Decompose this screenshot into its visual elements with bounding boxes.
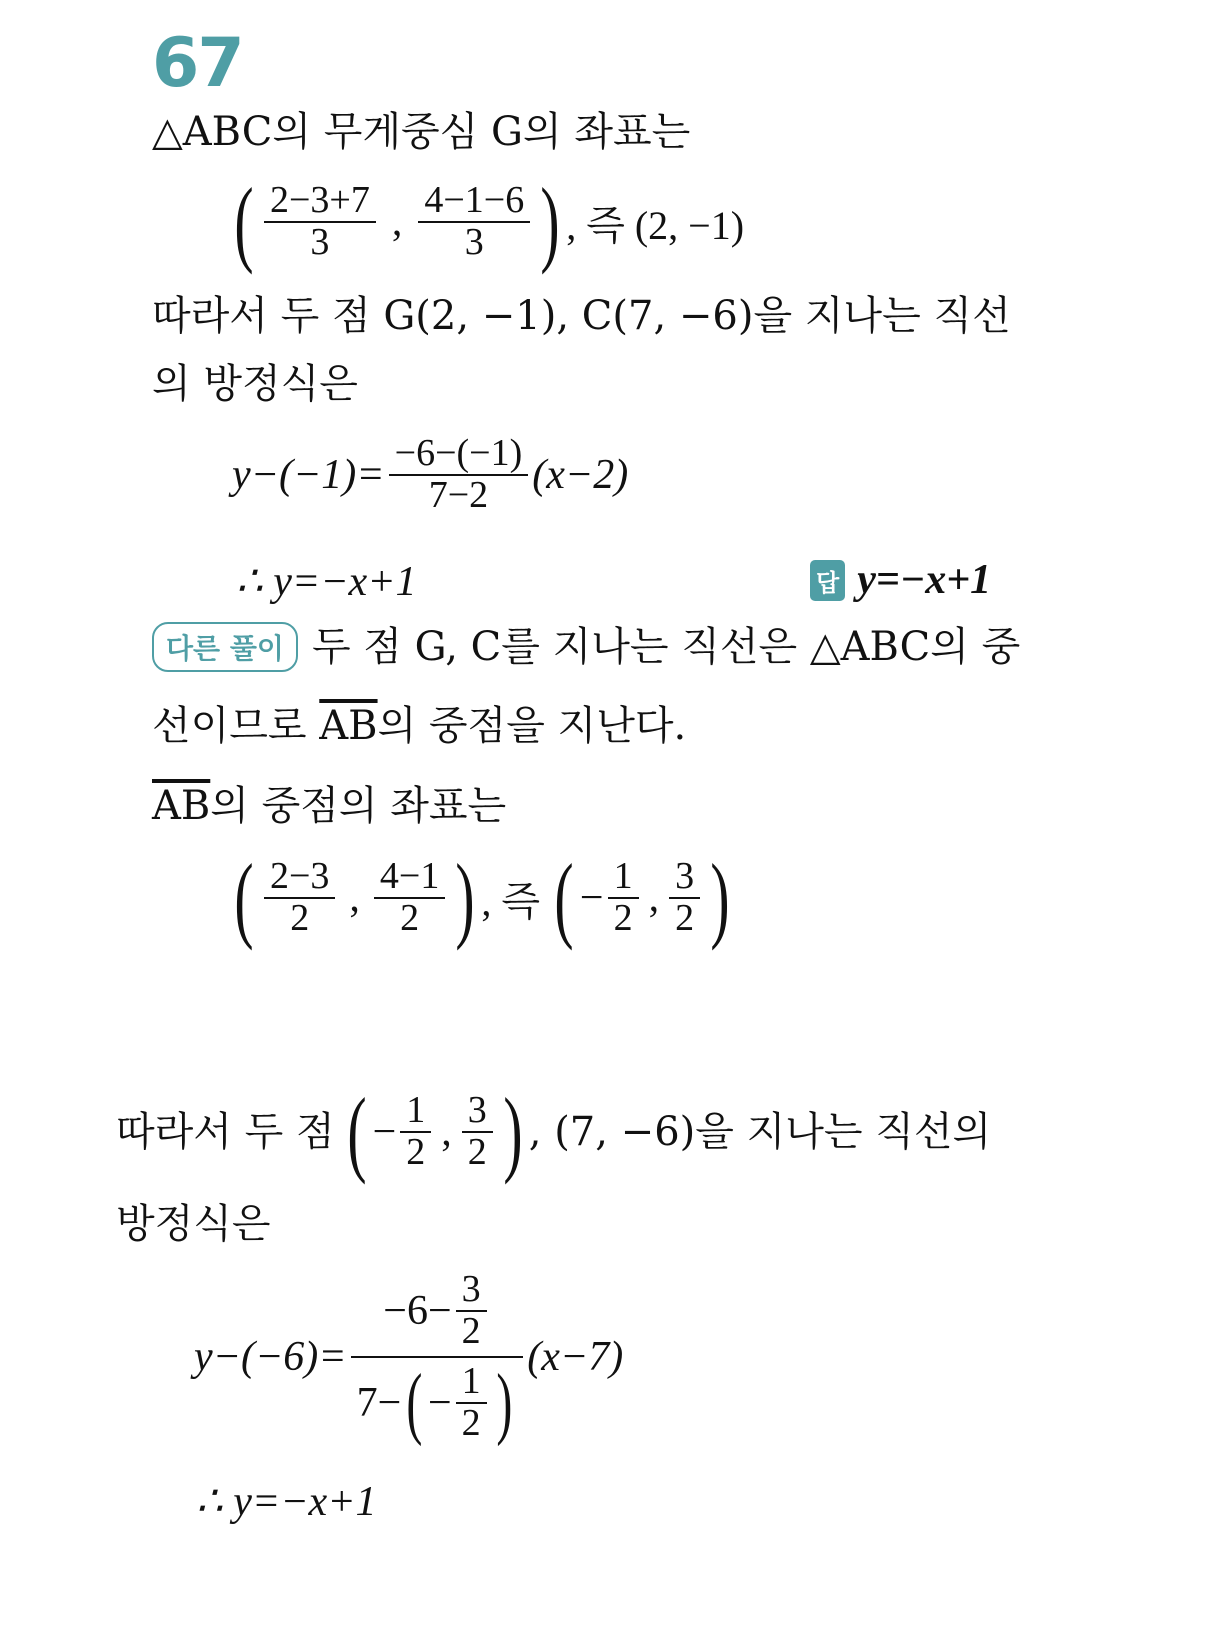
fraction-bar <box>351 1356 524 1358</box>
line-equation-1 <box>232 434 628 516</box>
text-line-1: △ABC의 무게중심 G의 좌표는 <box>152 109 691 155</box>
numerator: 2−3 <box>269 855 330 898</box>
alt-solution-line-3 <box>152 783 507 829</box>
centroid-result: , 즉 (2, −1) <box>566 202 745 248</box>
comma: , <box>349 875 360 921</box>
text-line-3: 의 방정식은 <box>152 361 358 407</box>
compound-fraction <box>351 1268 524 1447</box>
fraction <box>669 857 700 939</box>
text-line-4 <box>116 1078 992 1185</box>
fraction <box>374 857 445 939</box>
denominator: 2 <box>675 897 695 939</box>
right-paren: ) <box>540 168 560 275</box>
numerator: 1 <box>406 1089 426 1132</box>
denominator: 2 <box>613 897 633 939</box>
alt-text-1: 두 점 G, C를 지나는 직선은 △ABC의 중 <box>311 624 1021 670</box>
rhs: (x−2) <box>532 451 629 498</box>
answer-badge: 답 <box>810 560 845 601</box>
rhs: (x−7) <box>527 1333 624 1380</box>
right-paren: ) <box>503 1078 523 1185</box>
numerator-part: −6− <box>383 1287 452 1334</box>
alt-text-2b: 의 중점을 지난다. <box>377 703 687 749</box>
numerator: 3 <box>461 1268 481 1310</box>
segment-ab: $\overline{AB}$ <box>319 703 378 749</box>
problem-number: 67 <box>152 24 243 103</box>
right-paren: ) <box>455 844 475 951</box>
centroid-equation <box>228 170 744 274</box>
right-paren: ) <box>495 1358 512 1447</box>
lhs: y−(−6)= <box>194 1333 347 1380</box>
segment-ab: $\overline{AB}$ <box>152 783 211 829</box>
numerator: 3 <box>675 855 695 898</box>
lhs: y−(−1)= <box>232 451 385 498</box>
numerator: 4−1 <box>379 855 440 898</box>
answer-box <box>810 556 991 604</box>
denominator-part: 7− <box>356 1379 402 1426</box>
right-paren: ) <box>710 844 730 951</box>
denominator: 2 <box>467 1131 487 1173</box>
denominator: 3 <box>310 221 330 263</box>
numerator: 1 <box>461 1359 481 1402</box>
denominator: 2 <box>400 897 420 939</box>
alt-text-2a: 선이므로 <box>152 703 320 749</box>
comma: , <box>391 199 403 245</box>
result-equation-1: ∴ y=−x+1 <box>236 559 417 605</box>
left-paren: ( <box>347 1078 367 1185</box>
equiv-text: , 즉 <box>481 878 540 924</box>
denominator: 3 <box>464 221 484 263</box>
numerator: 1 <box>613 855 633 898</box>
text-line-4a: 따라서 두 점 <box>116 1109 335 1155</box>
compound-numerator <box>377 1270 496 1352</box>
alt-solution-badge: 다른 풀이 <box>152 622 298 672</box>
denominator: 2 <box>290 897 310 939</box>
left-paren: ( <box>554 844 574 951</box>
text-line-2: 따라서 두 점 G(2, −1), C(7, −6)을 지나는 직선 <box>152 293 1011 339</box>
result-equation-2: ∴ y=−x+1 <box>196 1479 377 1525</box>
left-paren: ( <box>234 844 254 951</box>
denominator: 2 <box>406 1131 426 1173</box>
text-line-5: 방정식은 <box>116 1201 271 1247</box>
denominator: 7−2 <box>428 473 489 516</box>
comma: , <box>648 875 660 921</box>
denominator: 2 <box>461 1309 481 1352</box>
fraction <box>400 1091 431 1173</box>
numerator: −6−(−1) <box>394 432 523 474</box>
fraction <box>264 857 335 939</box>
compound-denominator <box>351 1358 524 1447</box>
fraction <box>264 181 376 263</box>
left-paren: ( <box>234 168 254 275</box>
numerator: 3 <box>467 1089 487 1132</box>
fraction <box>608 857 639 939</box>
fraction <box>456 1270 487 1352</box>
denominator: 2 <box>461 1401 481 1444</box>
minus-sign: − <box>427 1379 452 1426</box>
alt-solution-line-1 <box>152 622 1020 672</box>
numerator: 4−1−6 <box>424 179 525 222</box>
fraction <box>418 181 530 263</box>
line-equation-2 <box>194 1268 624 1447</box>
fraction <box>462 1091 493 1173</box>
text-line-4b: , (7, −6)을 지나는 직선의 <box>528 1109 992 1155</box>
alt-text-3b: 의 중점의 좌표는 <box>210 783 507 829</box>
answer-text: y=−x+1 <box>857 557 992 603</box>
numerator: 2−3+7 <box>269 179 370 222</box>
minus-sign: − <box>579 875 604 921</box>
fraction <box>389 434 529 516</box>
left-paren: ( <box>406 1358 423 1447</box>
minus-sign: − <box>372 1109 397 1155</box>
comma: , <box>441 1109 452 1155</box>
midpoint-equation <box>228 846 736 950</box>
fraction <box>456 1359 487 1444</box>
alt-solution-line-2 <box>152 703 687 749</box>
